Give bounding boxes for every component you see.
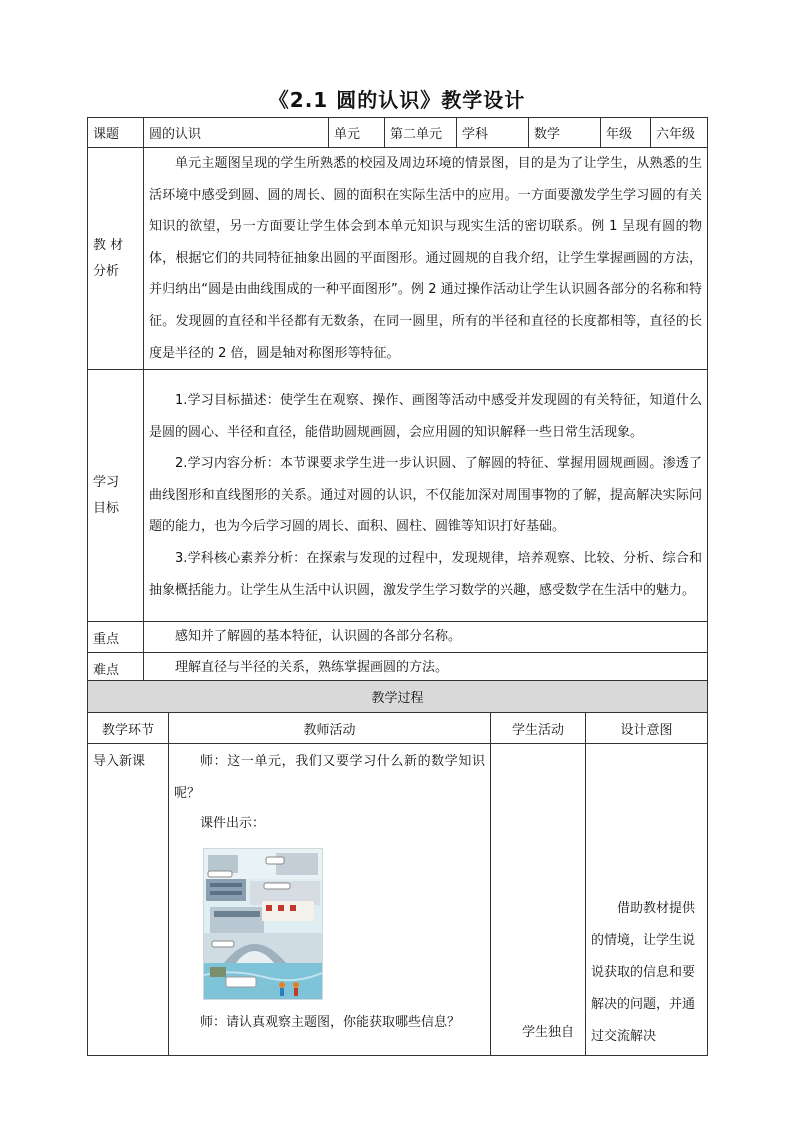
process-row-intro	[88, 744, 708, 1056]
teacher-line-1: 师：这一单元，我们又要学习什么新的数学知识呢？	[174, 754, 485, 801]
lesson-info-table	[87, 117, 708, 684]
objective-2: 2.学习内容分析：本节课要求学生进一步认识圆、了解圆的特征、掌握用圆规画圆。渗透了曲线图形和直线图形的关系。通过对圆的认识，不仅能加深对周围事物的了解，提高解决实际问题的能力，也为今后学习圆的周长、面积、圆柱、圆锥等知识打好基础。	[149, 456, 702, 535]
design-intent: 借助教材提供的情境，让学生说说获取的信息和要解决的问题，并通过交流解决	[591, 901, 696, 1044]
col-student: 学生活动	[491, 713, 586, 744]
difficulty-label: 难点	[88, 653, 144, 684]
col-stage: 教学环节	[88, 713, 169, 744]
teacher-line-3: 师：请认真观察主题图，你能获取哪些信息？	[200, 1015, 461, 1030]
student-activity: 学生独自	[522, 1025, 575, 1040]
objective-1: 1.学习目标描述：使学生在观察、操作、画图等活动中感受并发现圆的有关特征，知道什么是圆的圆心、半径和直径，能借助圆规画圆，会应用圆的知识解释一些日常生活现象。	[149, 393, 702, 440]
col-intent: 设计意图	[586, 713, 708, 744]
student-cell	[491, 744, 586, 1056]
page-title: 《2.1 圆的认识》教学设计	[268, 88, 526, 112]
subject-value: 数学	[529, 118, 601, 148]
grade-value: 六年级	[651, 118, 708, 148]
objective-3: 3.学科核心素养分析：在探索与发现的过程中，发现规律，培养观察、比较、分析、综合和抽象概括能力。让学生从生活中认识圆，激发学生学习数学的兴趣，感受数学在生活中的魅力。	[149, 551, 702, 598]
key-point-row	[88, 622, 708, 653]
analysis-label: 教 材 分析	[88, 148, 144, 370]
unit-value: 第二单元	[385, 118, 457, 148]
theme-illustration-image	[204, 849, 322, 999]
col-teacher: 教师活动	[169, 713, 491, 744]
theme-illustration	[203, 848, 323, 1000]
key-point-text: 感知并了解圆的基本特征，认识圆的各部分名称。	[175, 629, 462, 645]
teacher-cell	[169, 744, 491, 1056]
topic-value: 圆的认识	[144, 118, 329, 148]
topic-label: 课题	[88, 118, 144, 148]
intent-cell	[586, 744, 708, 1056]
difficulty-row	[88, 653, 708, 684]
difficulty-text: 理解直径与半径的关系，熟练掌握画圆的方法。	[175, 660, 449, 676]
key-point-label: 重点	[88, 622, 144, 653]
unit-label: 单元	[329, 118, 385, 148]
objectives-label: 学习 目标	[88, 370, 144, 622]
analysis-row	[88, 148, 708, 370]
teacher-line-2: 课件出示：	[200, 816, 266, 831]
grade-label: 年级	[601, 118, 651, 148]
process-header-row	[88, 681, 708, 713]
analysis-text: 单元主题图呈现的学生所熟悉的校园及周边环境的情景图，目的是为了让学生，从熟悉的生活环境中感受到圆、圆的周长、圆的面积在实际生活中的应用。一方面要激发学生学习圆的有关知识的欲望，另一方面要让学生体会到本单元知识与现实生活的密切联系。例 1 呈现有圆的物体，根据它们的共同特征抽象出圆的平面图形。通过圆规的自我介绍，让学生掌握画圆的方法，并归纳出“圆是由曲线围成的一种平面图形”。例 2 通过操作活动让学生认识圆各部分的名称和特征。发现圆的直径和半径都有无数条，在同一圆里，所有的半径和直径的长度都相等，直径的长度是半径的 2 倍，圆是轴对称图形等特征。	[149, 156, 702, 361]
process-header: 教学过程	[88, 681, 708, 713]
stage-cell	[88, 744, 169, 1056]
stage-label: 导入新课	[93, 754, 146, 769]
subject-label: 学科	[457, 118, 529, 148]
process-table	[87, 680, 708, 1056]
objectives-row	[88, 370, 708, 622]
process-columns-row	[88, 713, 708, 744]
info-row	[88, 118, 708, 148]
